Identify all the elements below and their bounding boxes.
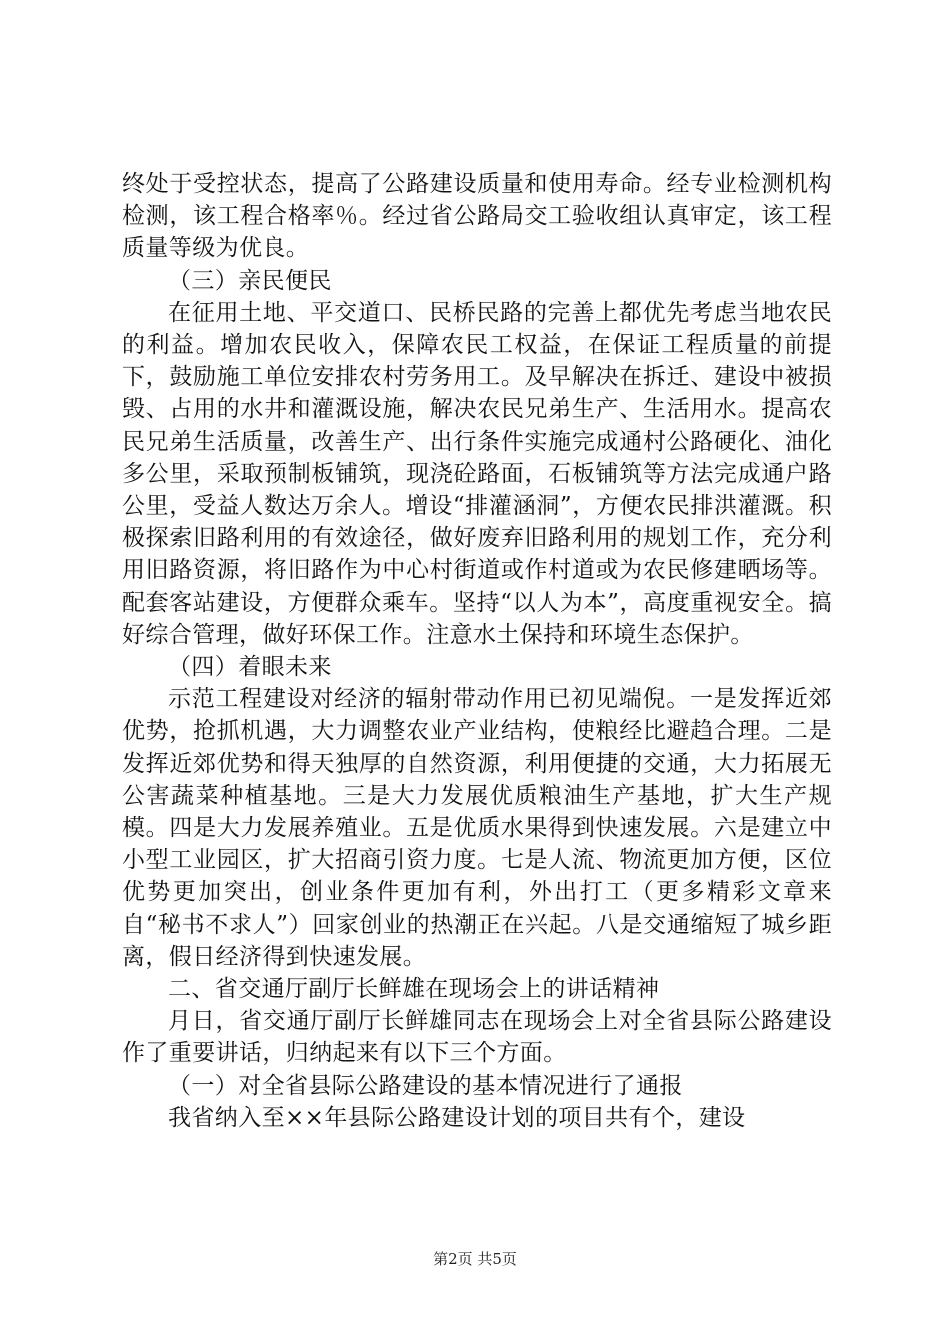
section-heading-3: （三）亲民便民 — [168, 267, 332, 294]
paragraph-qinmin: 在征用土地、平交道口、民桥民路的完善上都优先考虑当地农民的利益。增加农民收入，保障农民工权益，在保证工程质量的前提下，鼓励施工单位安排农村劳务用工。及早解决在拆迁、建设中被损毁、占用的水井和灌溉设施，解决农民兄弟生产、生活用水。提高农民兄弟生活质量，改善生产、出行条件实施完成通村公路硬化、油化多公里，采取预制板铺筑，现浇砼路面，石板铺筑等方法完成通户路公里，受益人数达万余人。增设“排灌涵洞”，方便农民排洪灌溉。积极探索旧路利用的有效途径，做好废弃旧路利用的规划工作，充分利用旧路资源，将旧路作为中心村街道或作村道或为农民修建晒场等。配套客站建设，方便群众乘车。坚持“以人为本”，高度重视安全。搞好综合管理，做好环保工作。注意水土保持和环境生态保护。 — [122, 299, 832, 648]
page-footer: 第2页 共5页 — [433, 1250, 517, 1268]
section-heading-4: （四）着眼未来 — [168, 654, 332, 681]
section-heading-1: （一）对全省县际公路建设的基本情况进行了通报 — [168, 1072, 683, 1099]
section-heading-speech: 二、省交通厅副厅长鲜雄在现场会上的讲话精神 — [168, 976, 660, 1003]
paragraph-speech-intro: 月日，省交通厅副厅长鲜雄同志在现场会上对全省县际公路建设作了重要讲话，归纳起来有以下三个方面。 — [122, 1008, 832, 1067]
paragraph-future: 示范工程建设对经济的辐射带动作用已初见端倪。一是发挥近郊优势，抢抓机遇，大力调整农业产业结构，使粮经比避趋合理。二是发挥近郊优势和得天独厚的自然资源，利用便捷的交通，大力拓展无公害蔬菜种植基地。三是大力发展优质粮油生产基地，扩大生产规模。四是大力发展养殖业。五是优质水果得到快速发展。六是建立中小型工业园区，扩大招商引资力度。七是人流、物流更加方便，区位优势更加突出，创业条件更加有利，外出打工（更多精彩文章来自“秘书不求人”）回家创业的热潮正在兴起。八是交通缩短了城乡距离，假日经济得到快速发展。 — [122, 686, 832, 970]
paragraph-plan: 我省纳入至××年县际公路建设计划的项目共有个，建设 — [168, 1104, 746, 1131]
document-body — [122, 168, 832, 1134]
paragraph-continuation: 终处于受控状态，提高了公路建设质量和使用寿命。经专业检测机构检测，该工程合格率％。经过省公路局交工验收组认真审定，该工程质量等级为优良。 — [122, 171, 832, 262]
